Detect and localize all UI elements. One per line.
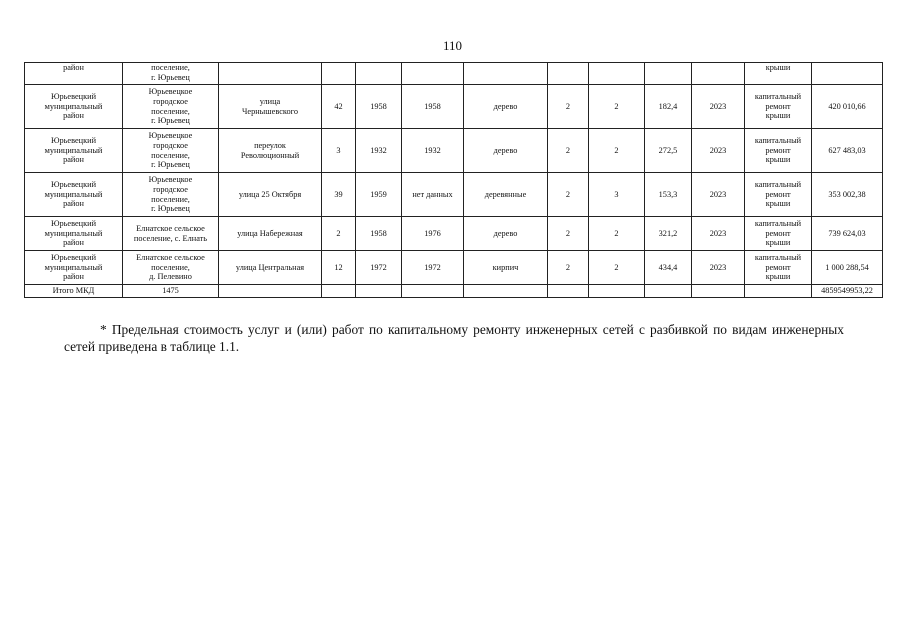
total-count: 1475 [123,285,219,298]
cell-work-type: капитальный ремонт крыши [745,129,812,173]
cell-walls: дерево [464,129,548,173]
cell-empty [322,285,356,298]
cell-floors [548,63,589,85]
table-row [25,129,883,173]
cell-area: 321,2 [645,217,692,251]
cell-entrances: 3 [589,173,645,217]
cell-year-repair: 1958 [402,85,464,129]
table-row [25,173,883,217]
cell-settlement: Юрьевецкое городское поселение, г. Юрьевец [123,85,219,129]
total-label: Итого МКД [25,285,123,298]
cell-year-built: 1932 [356,129,402,173]
cell-district: Юрьевецкий муниципальный район [25,251,123,285]
cell-year-built: 1958 [356,85,402,129]
cell-district: Юрьевецкий муниципальный район [25,85,123,129]
cell-area [645,63,692,85]
cell-cost: 627 483,03 [812,129,883,173]
cell-walls: кирпич [464,251,548,285]
cell-area: 434,4 [645,251,692,285]
cell-house: 3 [322,129,356,173]
cell-cost: 353 002,38 [812,173,883,217]
cell-street: улица 25 Октября [219,173,322,217]
cell-work-type: крыши [745,63,812,85]
cell-empty [356,285,402,298]
cell-empty [745,285,812,298]
cell-area: 153,3 [645,173,692,217]
cell-walls: дерево [464,217,548,251]
cell-year-repair: 1972 [402,251,464,285]
cell-floors: 2 [548,85,589,129]
table-row-total [25,285,883,298]
cell-settlement: Юрьевецкое городское поселение, г. Юрьевец [123,129,219,173]
page-number: 110 [442,38,463,53]
cell-year-built: 1958 [356,217,402,251]
cell-empty [548,285,589,298]
cell-house: 39 [322,173,356,217]
footnote-text: * Предельная стоимость услуг и (или) работ по капитальному ремонту инженерных сетей с разбивкой по видам инженерных сетей приведена в таблице 1.1. [64,322,844,354]
cell-house: 12 [322,251,356,285]
cell-walls [464,63,548,85]
cell-street: переулок Революционный [219,129,322,173]
cell-plan-year: 2023 [692,85,745,129]
cell-entrances: 2 [589,251,645,285]
cell-year-repair: 1932 [402,129,464,173]
cell-district: район [25,63,123,85]
cell-year-built [356,63,402,85]
table-row [25,85,883,129]
cell-cost: 420 010,66 [812,85,883,129]
cell-walls: деревянные [464,173,548,217]
cell-area: 182,4 [645,85,692,129]
cell-entrances [589,63,645,85]
cell-street [219,63,322,85]
table-row-continued [25,63,883,85]
cell-plan-year: 2023 [692,173,745,217]
table-row [25,251,883,285]
cell-floors: 2 [548,217,589,251]
cell-plan-year: 2023 [692,251,745,285]
cell-walls: дерево [464,85,548,129]
cell-floors: 2 [548,251,589,285]
cell-plan-year [692,63,745,85]
cell-plan-year: 2023 [692,217,745,251]
cell-settlement: Елнатское сельское поселение, с. Елнать [123,217,219,251]
cell-entrances: 2 [589,217,645,251]
cell-settlement: Елнатское сельское поселение, д. Пелевино [123,251,219,285]
cell-street: улица Центральная [219,251,322,285]
cell-house [322,63,356,85]
cell-cost [812,63,883,85]
cell-work-type: капитальный ремонт крыши [745,173,812,217]
cell-work-type: капитальный ремонт крыши [745,251,812,285]
total-sum: 4859549953,22 [812,285,883,298]
cell-year-repair: 1976 [402,217,464,251]
cell-work-type: капитальный ремонт крыши [745,85,812,129]
cell-floors: 2 [548,173,589,217]
cell-empty [402,285,464,298]
cell-year-repair: нет данных [402,173,464,217]
footnote [64,321,844,355]
cell-entrances: 2 [589,85,645,129]
cell-area: 272,5 [645,129,692,173]
cell-year-built: 1959 [356,173,402,217]
cell-floors: 2 [548,129,589,173]
cell-empty [645,285,692,298]
cell-empty [589,285,645,298]
cell-plan-year: 2023 [692,129,745,173]
cell-settlement: Юрьевецкое городское поселение, г. Юрьевец [123,173,219,217]
cell-empty [692,285,745,298]
cell-district: Юрьевецкий муниципальный район [25,129,123,173]
cell-empty [219,285,322,298]
housing-repair-table [24,62,883,298]
cell-house: 2 [322,217,356,251]
cell-cost: 1 000 288,54 [812,251,883,285]
cell-year-built: 1972 [356,251,402,285]
cell-district: Юрьевецкий муниципальный район [25,217,123,251]
cell-street: улица Чернышевского [219,85,322,129]
cell-street: улица Набережная [219,217,322,251]
cell-entrances: 2 [589,129,645,173]
cell-cost: 739 624,03 [812,217,883,251]
table-row [25,217,883,251]
cell-work-type: капитальный ремонт крыши [745,217,812,251]
cell-empty [464,285,548,298]
cell-settlement: поселение, г. Юрьевец [123,63,219,85]
cell-year-repair [402,63,464,85]
cell-house: 42 [322,85,356,129]
cell-district: Юрьевецкий муниципальный район [25,173,123,217]
